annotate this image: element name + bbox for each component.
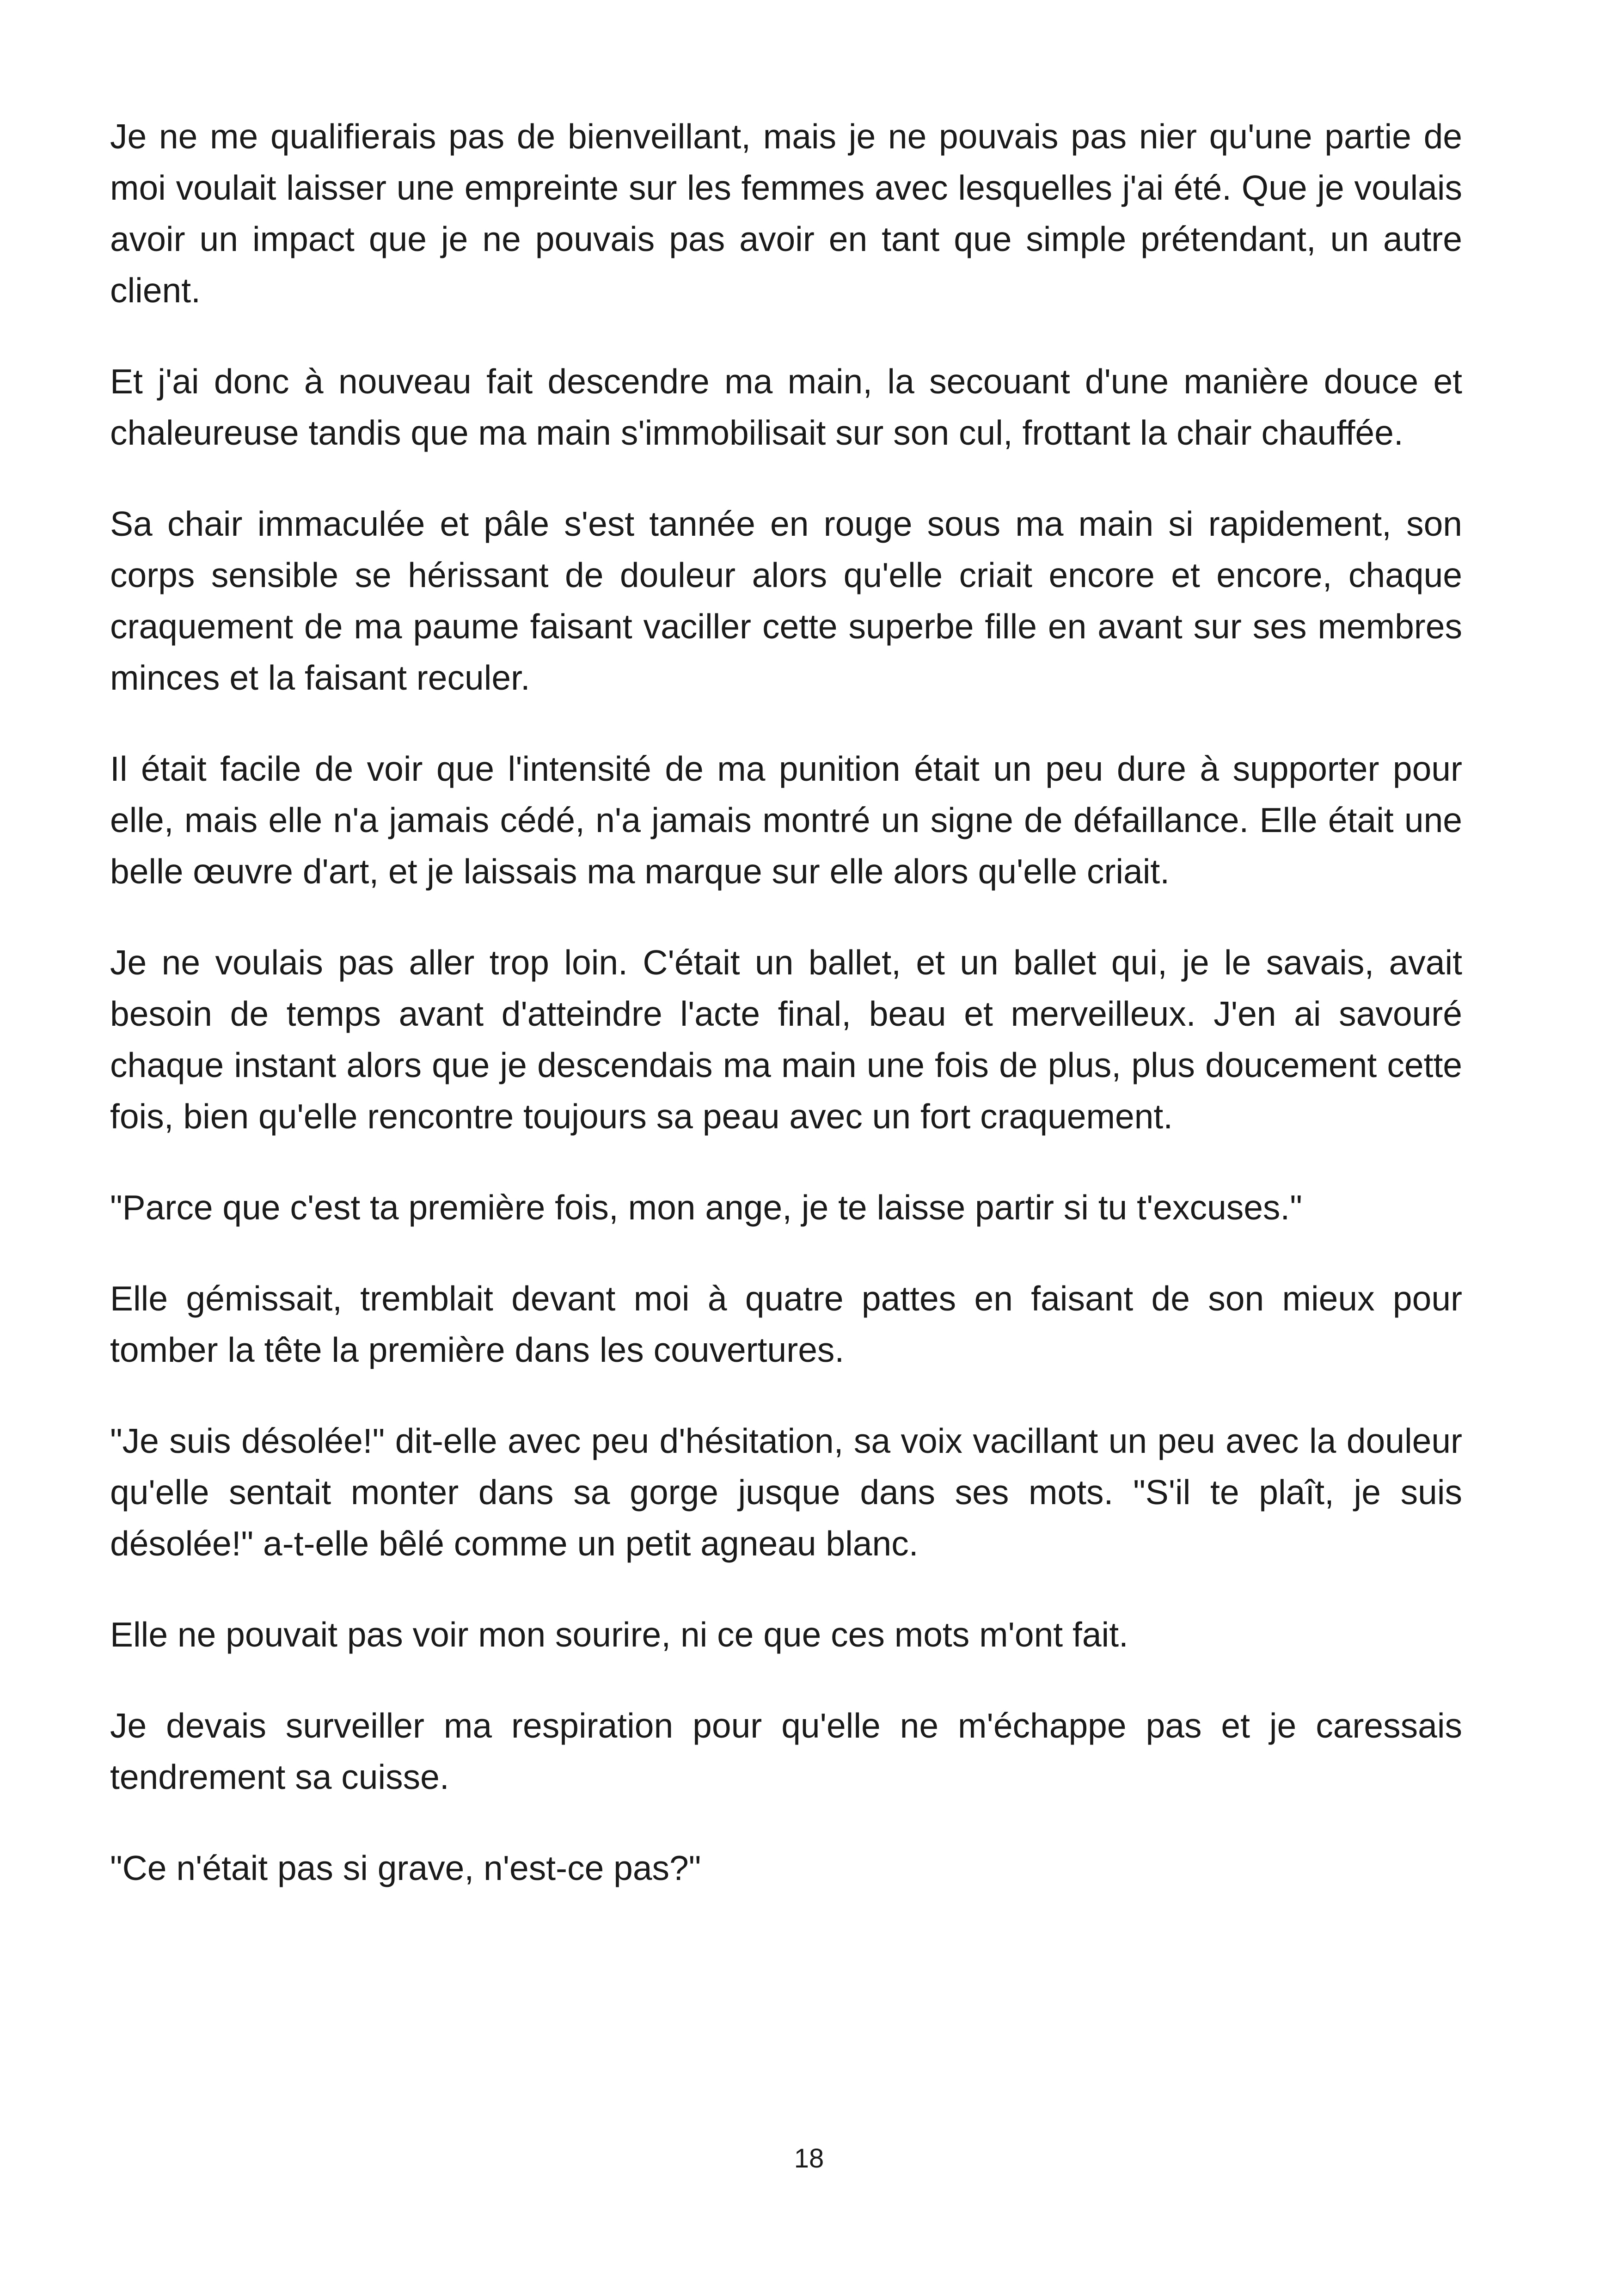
paragraph-6: "Parce que c'est ta première fois, mon ange, je te laisse partir si tu t'excuses."	[110, 1188, 1302, 1227]
paragraph-11: "Ce n'était pas si grave, n'est-ce pas?"	[110, 1849, 701, 1887]
paragraph-2: Et j'ai donc à nouveau fait descendre ma main, la secouant d'une manière douce et chaleureuse tandis que ma main s'immobilisait sur son cul, frottant la chair chauffée.	[110, 362, 1462, 452]
paragraph-7: Elle gémissait, tremblait devant moi à quatre pattes en faisant de son mieux pour tomber la tête la première dans les couvertures.	[110, 1279, 1462, 1369]
paragraph-5: Je ne voulais pas aller trop loin. C'était un ballet, et un ballet qui, je le savais, avait besoin de temps avant d'atteindre l'acte final, beau et merveilleux. J'en ai savouré chaque instant alors que je descendais ma main une fois de plus, plus doucement cette fois, bien qu'elle rencontre toujours sa peau avec un fort craquement.	[110, 943, 1462, 1136]
paragraph-3: Sa chair immaculée et pâle s'est tannée en rouge sous ma main si rapidement, son corps sensible se hérissant de douleur alors qu'elle criait encore et encore, chaque craquement de ma paume faisant vaciller cette superbe fille en avant sur ses membres minces et la faisant reculer.	[110, 504, 1462, 697]
paragraph-8: "Je suis désolée!" dit-elle avec peu d'hésitation, sa voix vacillant un peu avec la douleur qu'elle sentait monter dans sa gorge jusque dans ses mots. "S'il te plaît, je suis désolée!" a-t-elle bêlé comme un petit agneau blanc.	[110, 1421, 1462, 1563]
paragraph-10: Je devais surveiller ma respiration pour qu'elle ne m'échappe pas et je caressais tendrement sa cuisse.	[110, 1706, 1462, 1796]
paragraph-4: Il était facile de voir que l'intensité de ma punition était un peu dure à supporter pour elle, mais elle n'a jamais cédé, n'a jamais montré un signe de défaillance. Elle était une belle œuvre d'art, et je laissais ma marque sur elle alors qu'elle criait.	[110, 749, 1462, 891]
page-number: 18	[794, 2143, 824, 2174]
body-text	[110, 111, 1462, 1934]
paragraph-9: Elle ne pouvait pas voir mon sourire, ni ce que ces mots m'ont fait.	[110, 1615, 1128, 1654]
paragraph-1: Je ne me qualifierais pas de bienveillant, mais je ne pouvais pas nier qu'une partie de moi voulait laisser une empreinte sur les femmes avec lesquelles j'ai été. Que je voulais avoir un impact que je ne pouvais pas avoir en tant que simple prétendant, un autre client.	[110, 117, 1462, 310]
